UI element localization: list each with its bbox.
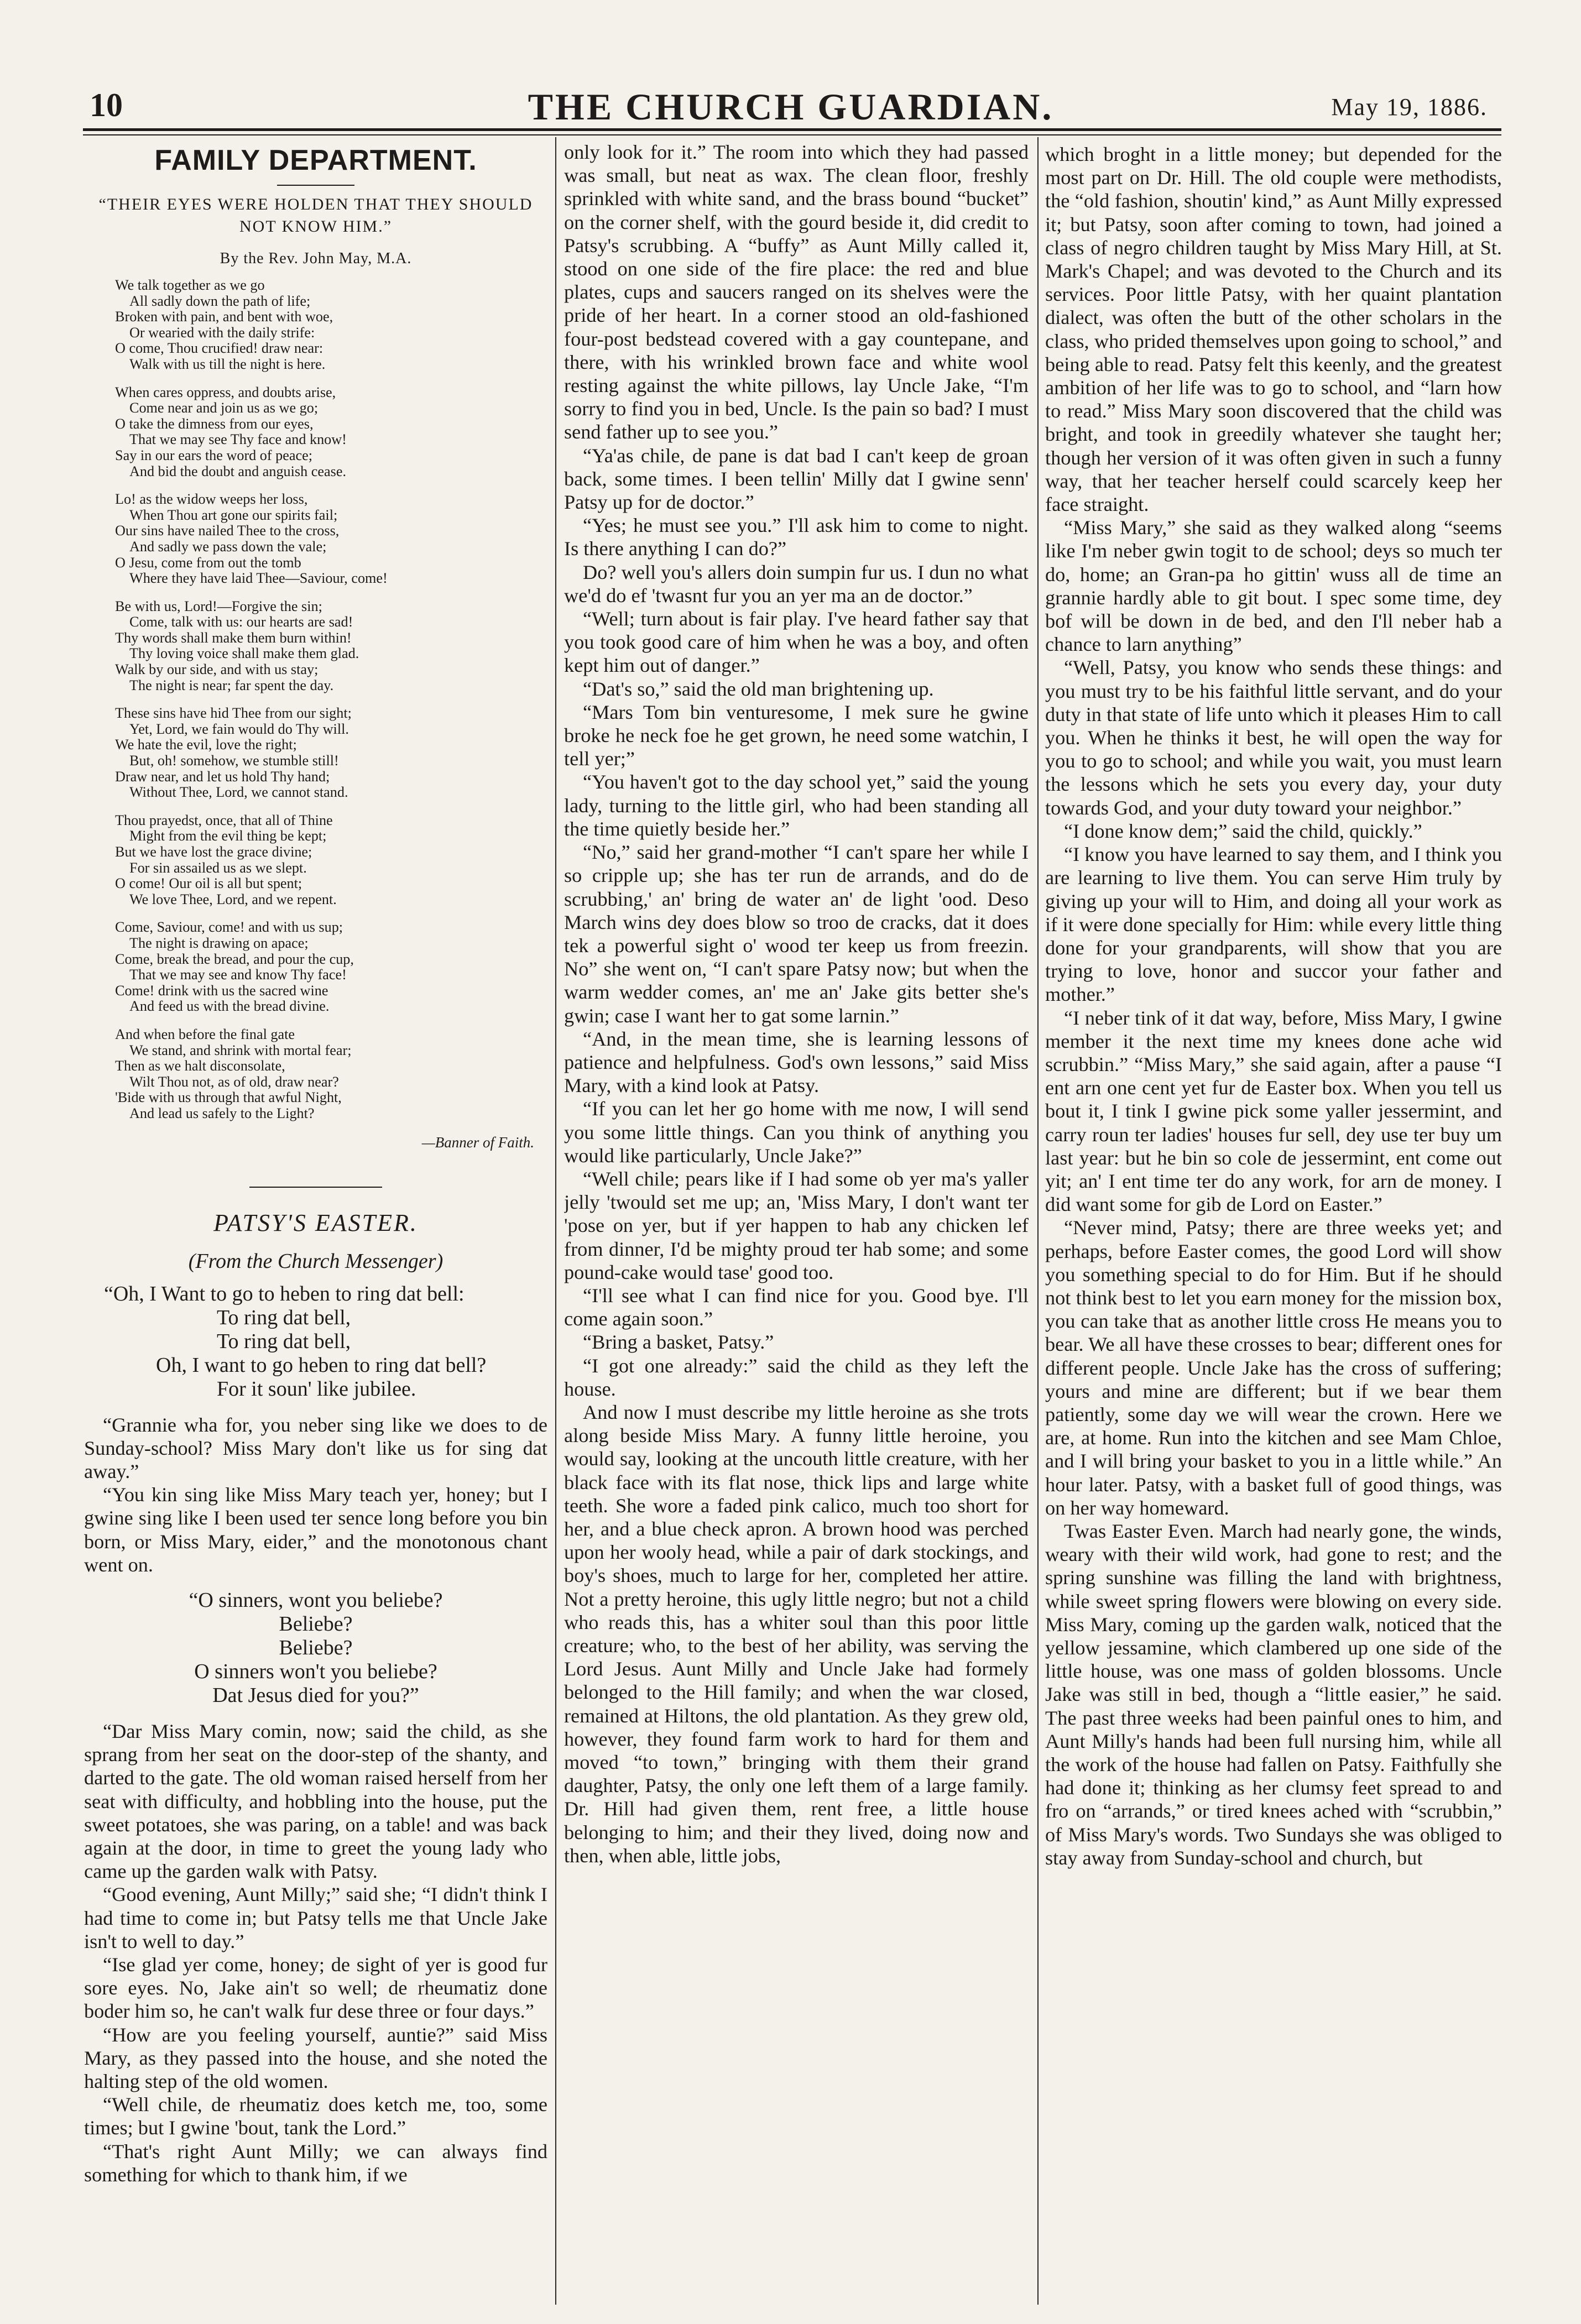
paragraph: “You kin sing like Miss Mary teach yer, honey; but I gwine sing like I been used ter sence long before you bin born, or Miss Mary, eider,” and the monotonous chant went on. — [84, 1484, 547, 1576]
paragraph: “Dat's so,” said the old man brightening up. — [583, 677, 934, 700]
paragraph: “That's right Aunt Milly; we can always find something for which to thank him, if we — [84, 2140, 547, 2186]
poem-line: Come near and join us as we go; — [129, 400, 319, 416]
poem-line: And when before the final gate — [115, 1026, 295, 1042]
verse-line: “Oh, I Want to go to heben to ring dat bell: — [104, 1282, 465, 1305]
poem-stanza — [115, 599, 547, 694]
poem-line: That we may see Thy face and know! — [129, 431, 347, 448]
poem-line: Walk with us till the night is here. — [129, 356, 326, 372]
verse-line: For it soun' like jubilee. — [217, 1377, 416, 1401]
poem-line: Come, talk with us: our hearts are sad! — [129, 614, 353, 630]
poem-line: For sin assailed us as we slept. — [129, 859, 307, 876]
song-verse — [84, 1282, 547, 1401]
poem-line: Thy words shall make them burn within! — [115, 629, 352, 646]
paragraph: “Ya'as chile, de pane is dat bad I can't keep de groan back, some times. I been tellin' Milly dat I gwine senn' Patsy up for de doctor.” — [564, 444, 1029, 514]
poem-line: But we have lost the grace divine; — [115, 844, 312, 860]
paragraph: “Mars Tom bin venturesome, I mek sure he gwine broke he neck foe he get grown, he need some watchin, I tell yer;” — [564, 701, 1029, 770]
column-3 — [1045, 140, 1502, 2311]
paragraph: “Ise glad yer come, honey; de sight of yer is good fur sore eyes. No, Jake ain't so well; de rheumatiz done boder him so, he can't walk fur dese three or four days.” — [84, 1953, 547, 2023]
paragraph: “And, in the mean time, she is learning lessons of patience and helpfulness. God's own lessons,” said Miss Mary, with a kind look at Patsy. — [564, 1027, 1029, 1097]
poem-stanza — [115, 492, 547, 587]
poem-line: Say in our ears the word of peace; — [115, 447, 313, 463]
masthead-rule-thin — [83, 134, 1501, 135]
paragraph: “Well, Patsy, you know who sends these things: and you must try to be his faithful little servant, and do your duty in that state of life unto which it pleases Him to call you. When he thinks it best, he will open the way for you to go to school; and while you wait, you must learn the lessons which he sets you every day, your duty towards God, and your duty toward your neighbor.” — [1045, 656, 1502, 819]
verse-line: O sinners won't you beliebe? — [194, 1659, 437, 1683]
paragraph: “Good evening, Aunt Milly;” said she; “I didn't think I had time to come in; but Patsy tells me that Uncle Jake isn't to well to day.” — [84, 1883, 547, 1952]
paragraph: only look for it.” The room into which they had passed was small, but neat as wax. The clean floor, freshly sprinkled with white sand, and the brass bound “bucket” on the corner shelf, with the gourd beside it, did credit to Patsy's scrubbing. A “buffy” as Aunt Milly called it, stood on one side of the fire place: the red and blue plates, cups and saucers ranged on its shelves were the pride of her heart. In a corner stood an old-fashioned four-post bedstead covered with a gay countepane, and there, with his wrinkled brown face and white wool resting against the white pillows, lay Uncle Jake, “I'm sorry to find you in bed, Uncle. Is the pain so bad? I must send father up to see you.” — [564, 141, 1029, 443]
masthead-rule — [83, 128, 1501, 131]
heading-rule — [277, 185, 354, 186]
poem-line: And bid the doubt and anguish cease. — [129, 463, 346, 479]
poem-line: Where they have laid Thee—Saviour, come! — [129, 570, 388, 587]
poem-line: And sadly we pass down the vale; — [129, 538, 327, 555]
verse-line: Oh, I want to go heben to ring dat bell? — [156, 1353, 487, 1377]
story-text — [84, 1720, 547, 2186]
story-text — [1045, 143, 1502, 1869]
poem-stanza — [115, 385, 547, 480]
paragraph: “I neber tink of it dat way, before, Miss Mary, I gwine member it the next time my knees done ache wid scrubbin.” “Miss Mary,” she said again, after a pause “I ent arn one cent yet fur de Easter box. When you tell us bout it, I tink I gwine pick some yaller jessermint, and carry roun ter ladies' houses fur sell, dey use ter buy um last year: but he bin so cole de jessermint, ent come out yit; an' I ent time ter do any work, for arn de money. I did want some for gib de Lord on Easter.” — [1045, 1006, 1502, 1216]
poem-line: These sins have hid Thee from our sight; — [115, 705, 352, 722]
paragraph: “Well chile; pears like if I had some ob yer ma's yaller jelly 'twould set me up; an, 'Miss Mary, I don't want ter 'pose on yer, but if yer happen to hab any chicken lef from dinner, I'd be mighty proud ter hab some; and some pound-cake would tase' good too. — [564, 1167, 1029, 1283]
issue-date: May 19, 1886. — [1331, 93, 1488, 121]
story-title: PATSY'S EASTER. — [213, 1209, 418, 1236]
poem-line: Come, Saviour, come! and with us sup; — [115, 919, 343, 936]
column-divider — [555, 137, 556, 2305]
paragraph: “I got one already:” said the child as they left the house. — [564, 1354, 1029, 1400]
verse-line: To ring dat bell, — [217, 1329, 351, 1353]
paragraph: “Never mind, Patsy; there are three weeks yet; and perhaps, before Easter comes, the good Lord will show you something special to do for Him. But if he should not think best to let you earn money for the mission box, you can take that as another little cross He means you to bear. We all have these crosses to bear; different ones for different people. Uncle Jake has the cross of suffering; yours and mine are different; but if we bear them patiently, some day we will wear the crown. Here we are, at home. Run into the kitchen and see Mam Chloe, and I will bring your basket to you in a little while.” An hour later. Patsy, with a basket full of good things, was on her way homeward. — [1045, 1216, 1502, 1519]
verse-line: Beliebe? — [279, 1636, 353, 1659]
poem-author: By the Rev. John May, M.A. — [220, 250, 412, 267]
paragraph: which broght in a little money; but depended for the most part on Dr. Hill. The old couple were methodists, the “old fashion, shoutin' kind,” as Aunt Milly expressed it; but Patsy, soon after coming to town, had joined a class of negro children taught by Miss Mary Hill, at St. Mark's Chapel; and was devoted to the Church and its services. Poor little Patsy, with her quaint plantation dialect, was often the butt of the other scholars in the class, who prided themselves upon going to school,” and being able to read. Patsy felt this keenly, and the greatest ambition of her life was to go to school, and “larn how to read.” Miss Mary soon discovered that the child was bright, and took in greedily whatever she taught her; though her version of it was often given in such a funny way, that her teacher herself could scarcely keep her face straight. — [1045, 143, 1502, 516]
poem — [84, 278, 547, 1122]
paragraph: “No,” said her grand-mother “I can't spare her while I so cripple up; she has ter run de arrands, and do de scrubbing,' an' bring de water an' de light 'ood. Deso March wins dey does blow so troo de cracks, dat it does tek a powerful sight o' wood ter keep us from freezin. No” she went on, “I can't spare Patsy now; but when the warm wedder comes, an' me an' Jake gits better she's gwin; case I want her to gat some larnin.” — [564, 841, 1029, 1027]
poem-line: The night is drawing on apace; — [129, 934, 309, 951]
poem-line: Walk by our side, and with us stay; — [115, 661, 319, 678]
poem-line: The night is near; far spent the day. — [129, 677, 334, 693]
poem-line: 'Bide with us through that awful Night, — [115, 1089, 342, 1106]
poem-title: “THEIR EYES WERE HOLDEN THAT THEY SHOULD NOT KNOW HIM.” — [98, 195, 533, 236]
poem-line: Wilt Thou not, as of old, draw near? — [129, 1073, 339, 1090]
paragraph: “Grannie wha for, you neber sing like we does to de Sunday-school? Miss Mary don't like us for sing dat away.” — [84, 1413, 547, 1482]
poem-line: Yet, Lord, we fain would do Thy will. — [129, 720, 349, 737]
story-text — [564, 140, 1029, 1867]
paragraph: “I done know dem;” said the child, quickly.” — [1064, 819, 1422, 842]
poem-line: Come, break the bread, and pour the cup, — [115, 951, 354, 967]
poem-line: All sadly down the path of life; — [129, 293, 311, 309]
poem-line: But, oh! somehow, we stumble still! — [129, 753, 339, 769]
paragraph: “Well chile, de rheumatiz does ketch me, too, some times; but I gwine 'bout, tank the Lord.” — [84, 2093, 547, 2139]
paragraph: “Miss Mary,” she said as they walked along “seems like I'm neber gwin togit to de school; deys so much ter do, home; an Gran-pa ho gittin' wuss all de time an grannie hardly able to git bout. I spec some time, dey bof will be down in de bed, and den I'll neber hab a chance to larn anything” — [1045, 516, 1502, 656]
paragraph: “Bring a basket, Patsy.” — [583, 1331, 774, 1354]
poem-line: When Thou art gone our spirits fail; — [129, 506, 338, 523]
paragraph: Do? well you's allers doin sumpin fur us. I dun no what we'd do ef 'twasnt fur you an yer ma an de doctor.” — [564, 561, 1029, 607]
poem-line: And feed us with the bread divine. — [129, 998, 330, 1015]
poem-stanza — [115, 920, 547, 1015]
column-1 — [84, 140, 547, 2311]
column-2 — [564, 140, 1029, 2311]
poem-line: Be with us, Lord!—Forgive the sin; — [115, 598, 322, 614]
paragraph: “How are you feeling yourself, auntie?” said Miss Mary, as they passed into the house, and she noted the halting step of the old women. — [84, 2023, 547, 2092]
poem-line: Draw near, and let us hold Thy hand; — [115, 768, 330, 785]
poem-stanza — [115, 278, 547, 373]
poem-stanza — [115, 706, 547, 801]
verse-line: Dat Jesus died for you?” — [212, 1683, 419, 1707]
paragraph: “Dar Miss Mary comin, now; said the child, as she sprang from her seat on the door-step of the shanty, and darted to the gate. The old woman raised herself from her seat with difficulty, and hobbling into the house, put the sweet potatoes, she was paring, on a table! and was back again at the door, in time to greet the young lady who came up the garden walk with Patsy. — [84, 1720, 547, 1883]
poem-line: We talk together as we go — [115, 277, 265, 293]
paragraph: “You haven't got to the day school yet,” said the young lady, turning to the little girl, who had been standing all the time quietly beside her.” — [564, 771, 1029, 840]
paragraph: “Well; turn about is fair play. I've heard father say that you took good care of him when he was a boy, and often kept him out of danger.” — [564, 608, 1029, 677]
poem-line: Thy loving voice shall make them glad. — [129, 645, 359, 662]
poem-line: Thou prayedst, once, that all of Thine — [115, 812, 333, 828]
paragraph: “If you can let her go home with me now, I will send you some little things. Can you think of anything you would like particularly, Uncle Jake?” — [564, 1098, 1029, 1167]
poem-attribution: —Banner of Faith. — [421, 1134, 534, 1151]
poem-line: Come! drink with us the sacred wine — [115, 982, 328, 999]
song-verse — [84, 1589, 547, 1707]
poem-line: Then as we halt disconsolate, — [115, 1058, 285, 1074]
poem-line: When cares oppress, and doubts arise, — [115, 384, 336, 400]
poem-stanza — [115, 1027, 547, 1122]
page-number: 10 — [90, 87, 123, 123]
verse-line: To ring dat bell, — [217, 1305, 351, 1329]
column-divider — [1037, 137, 1039, 2305]
paper-title: THE CHURCH GUARDIAN. — [528, 86, 1054, 128]
verse-line: Beliebe? — [279, 1612, 353, 1636]
verse-line: “O sinners, wont you beliebe? — [189, 1588, 443, 1612]
poem-line: And lead us safely to the Light? — [129, 1105, 315, 1121]
poem-line: We stand, and shrink with mortal fear; — [129, 1042, 352, 1058]
poem-line: Without Thee, Lord, we cannot stand. — [129, 784, 348, 801]
poem-line: O Jesu, come from out the tomb — [115, 554, 301, 571]
poem-line: That we may see and know Thy face! — [129, 967, 347, 983]
story-text — [84, 1413, 547, 1576]
masthead — [83, 83, 1499, 127]
poem-line: Our sins have nailed Thee to the cross, — [115, 523, 340, 539]
poem-line: We love Thee, Lord, and we repent. — [129, 891, 337, 907]
department-heading: FAMILY DEPARTMENT. — [154, 144, 477, 176]
poem-line: O come, Thou crucified! draw near: — [115, 340, 323, 357]
poem-stanza — [115, 813, 547, 908]
poem-line: O come! Our oil is all but spent; — [115, 875, 302, 892]
story-source: (From the Church Messenger) — [188, 1249, 443, 1273]
poem-line: Lo! as the widow weeps her loss, — [115, 491, 308, 508]
paragraph: And now I must describe my little heroine as she trots along beside Miss Mary. A funny little heroine, you would say, looking at the uncouth little creature, with her black face with its flat nose, thick lips and large white teeth. She wore a faded pink calico, much too short for her, and a blue check apron. A brown hood was perched upon her wooly head, while a pair of dark stockings, and boy's shoes, much to large for her, completed her attire. Not a pretty heroine, this ugly little negro; but not a child who reads this, has a whiter soul than this poor little creature; who, to the best of her ability, was serving the Lord Jesus. Aunt Milly and Uncle Jake had formely belonged to the Hill family; and when the war closed, remained at Hiltons, the old plantation. As they grew old, however, they found farm work to hard for them and moved “to town,” bringing with them their grand daughter, Patsy, the only one left them of a large family. Dr. Hill had given them, rent free, a little house belonging to him; and their they lived, doing now and then, when able, little jobs, — [564, 1401, 1029, 1867]
section-rule — [249, 1187, 382, 1188]
paragraph: “I know you have learned to say them, and I think you are learning to live them. You can serve Him truly by giving up your will to Him, and doing all your work as if it were done specially for Him: while every little thing done for your grandparents, will show that you are trying to love, honor and succor your father and mother.” — [1045, 843, 1502, 1006]
poem-line: Or wearied with the daily strife: — [129, 324, 315, 341]
paragraph: Twas Easter Even. March had nearly gone, the winds, weary with their wild work, had gone to rest; and the spring sunshine was filling the land with brightness, while sweet spring flowers were blowing on every side. Miss Mary, coming up the garden walk, noticed that the yellow jessamine, which clambered up one side of the little house, was one mass of golden blossoms. Uncle Jake was still in bed, though a “little easier,” he said. The past three weeks had been painful ones to him, and Aunt Milly's hands had been full nursing him, while all the work of the house had fallen on Patsy. Faithfully she had done it; thinking as her clumsy feet spread to and fro on “arrands,” or tired knees ached with “scrubbin,” of Miss Mary's words. Two Sundays she was obliged to stay away from Sunday-school and church, but — [1045, 1519, 1502, 1869]
paragraph: “Yes; he must see you.” I'll ask him to come to night. Is there anything I can do?” — [564, 514, 1029, 560]
poem-line: We hate the evil, love the right; — [115, 737, 297, 753]
poem-line: O take the dimness from our eyes, — [115, 415, 314, 432]
poem-line: Broken with pain, and bent with woe, — [115, 309, 333, 325]
paragraph: “I'll see what I can find nice for you. Good bye. I'll come again soon.” — [564, 1284, 1029, 1330]
poem-line: Might from the evil thing be kept; — [129, 828, 327, 844]
